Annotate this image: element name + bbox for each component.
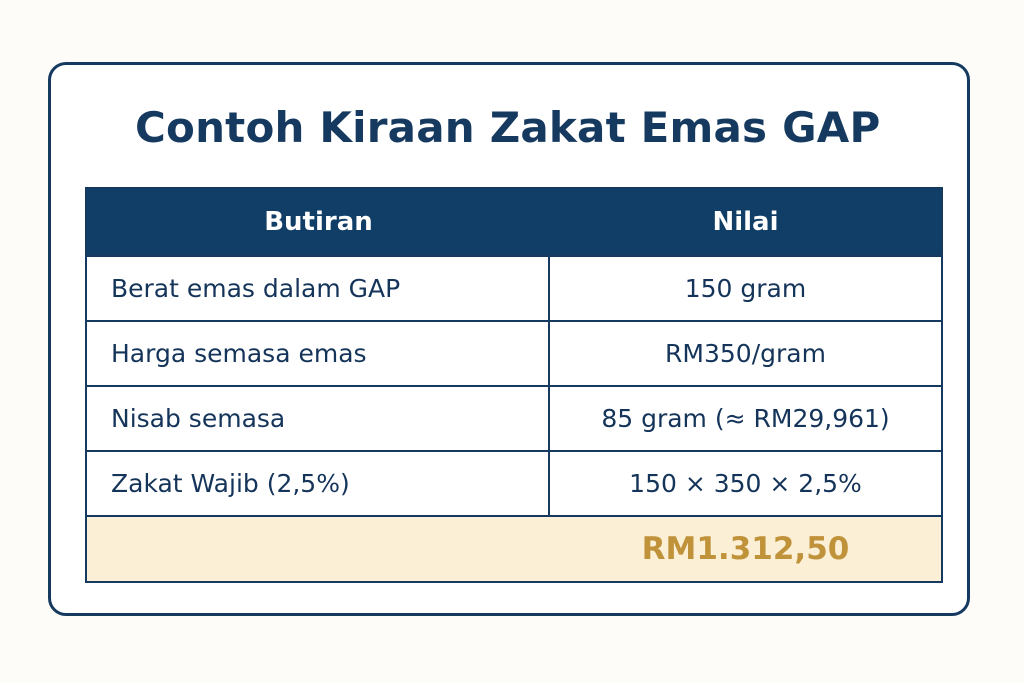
table-row [87,450,941,515]
table-row [87,320,941,385]
total-label [87,517,550,581]
row-label: Berat emas dalam GAP [87,257,550,320]
column-header-nilai: Nilai [712,207,779,237]
row-label: Harga semasa emas [87,322,550,385]
row-label: Nisab semasa [87,387,550,450]
zakat-table [85,187,943,583]
total-value-cell [550,517,941,581]
row-value: 85 gram (≈ RM29,961) [601,404,890,433]
table-row [87,255,941,320]
row-value: 150 × 350 × 2,5% [629,469,862,498]
column-header-butiran: Butiran [264,207,373,237]
row-label: Zakat Wajib (2,5%) [87,452,550,515]
table-row [87,385,941,450]
zakat-card [48,62,970,616]
page-title: Contoh Kiraan Zakat Emas GAP [135,103,881,152]
total-row [87,515,941,581]
total-value: RM1.312,50 [641,531,850,567]
row-value: RM350/gram [665,339,826,368]
table-header-row [87,189,941,255]
row-value: 150 gram [684,274,807,303]
